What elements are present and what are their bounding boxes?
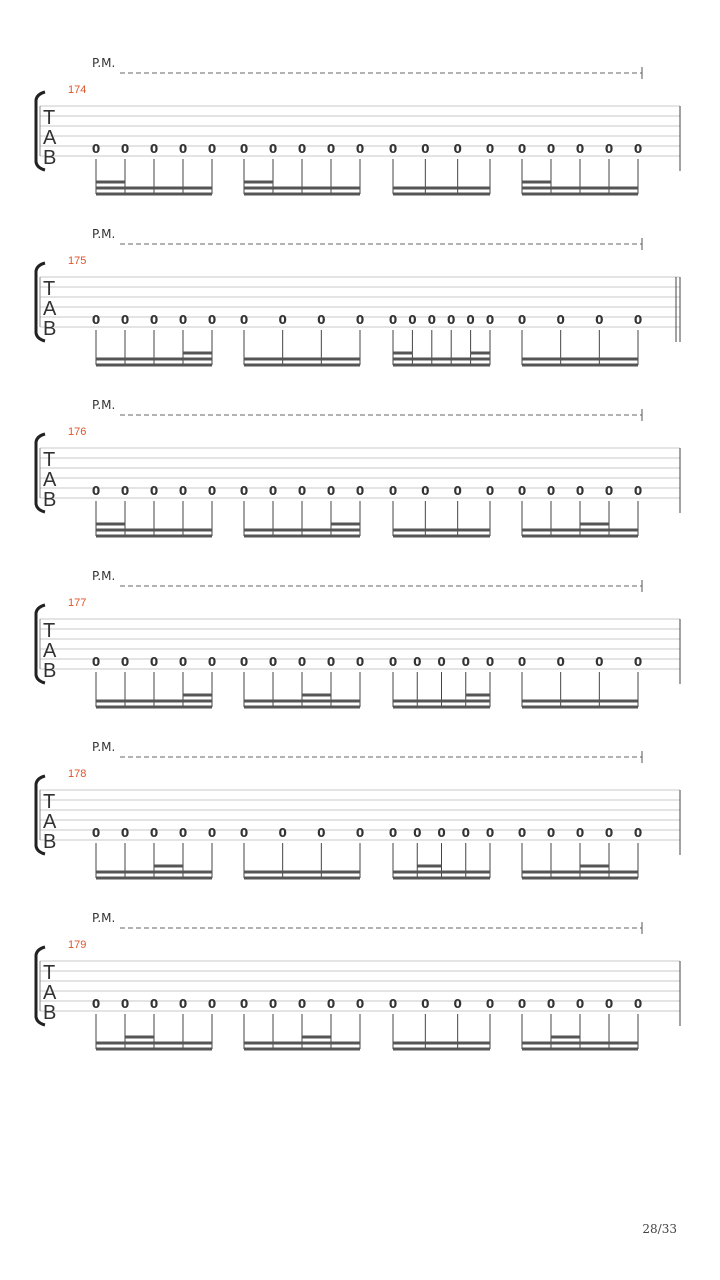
fret-number: 0 xyxy=(120,655,130,669)
tab-clef-a: A xyxy=(43,982,57,1004)
beam-primary xyxy=(96,535,212,538)
beam-tertiary xyxy=(154,865,183,868)
fret-number: 0 xyxy=(178,484,188,498)
fret-number: 0 xyxy=(91,313,101,327)
palm-mute-label: P.M. xyxy=(92,911,116,925)
fret-number: 0 xyxy=(268,655,278,669)
fret-number: 0 xyxy=(388,997,398,1011)
fret-number: 0 xyxy=(595,313,604,327)
fret-number: 0 xyxy=(461,826,470,840)
beam-primary xyxy=(244,535,360,538)
note-group xyxy=(518,313,642,367)
tab-system xyxy=(36,569,680,709)
fret-number: 0 xyxy=(633,997,643,1011)
fret-number: 0 xyxy=(546,142,556,156)
beam-primary xyxy=(393,877,490,880)
measure-number: 176 xyxy=(68,426,87,438)
fret-number: 0 xyxy=(604,142,614,156)
beam-primary xyxy=(244,1048,360,1051)
beam-tertiary xyxy=(331,523,360,526)
fret-number: 0 xyxy=(120,997,130,1011)
beam-secondary xyxy=(393,529,490,532)
note-group xyxy=(240,826,364,880)
beam-tertiary xyxy=(393,352,412,355)
note-group xyxy=(518,826,642,880)
fret-number: 0 xyxy=(239,655,249,669)
fret-number: 0 xyxy=(207,826,217,840)
fret-number: 0 xyxy=(633,826,643,840)
fret-number: 0 xyxy=(178,997,188,1011)
fret-number: 0 xyxy=(239,484,249,498)
beam-tertiary xyxy=(96,523,125,526)
note-group xyxy=(389,655,494,709)
fret-number: 0 xyxy=(355,142,365,156)
beam-primary xyxy=(393,1048,490,1051)
beam-tertiary xyxy=(125,1036,154,1039)
note-group xyxy=(240,484,364,538)
fret-number: 0 xyxy=(556,313,565,327)
fret-number: 0 xyxy=(413,826,422,840)
page-number: 28/33 xyxy=(642,1222,677,1236)
fret-number: 0 xyxy=(575,997,585,1011)
beam-tertiary xyxy=(417,865,441,868)
note-group xyxy=(518,142,642,196)
fret-number: 0 xyxy=(556,655,565,669)
tab-clef-a: A xyxy=(43,127,57,149)
beam-secondary xyxy=(96,871,212,874)
beam-tertiary xyxy=(551,1036,580,1039)
beam-primary xyxy=(244,193,360,196)
fret-number: 0 xyxy=(207,655,217,669)
fret-number: 0 xyxy=(355,826,365,840)
beam-tertiary xyxy=(96,181,125,184)
tab-clef-a: A xyxy=(43,298,57,320)
fret-number: 0 xyxy=(485,655,495,669)
beam-primary xyxy=(522,364,638,367)
fret-number: 0 xyxy=(149,997,159,1011)
beam-tertiary xyxy=(302,694,331,697)
beam-secondary xyxy=(522,700,638,703)
tab-clef-t: T xyxy=(43,107,56,129)
palm-mute-label: P.M. xyxy=(92,569,116,583)
beam-primary xyxy=(522,1048,638,1051)
beam-tertiary xyxy=(183,352,212,355)
fret-number: 0 xyxy=(149,484,159,498)
fret-number: 0 xyxy=(207,142,217,156)
beam-secondary xyxy=(522,529,638,532)
fret-number: 0 xyxy=(421,997,430,1011)
note-group xyxy=(389,997,494,1051)
fret-number: 0 xyxy=(239,997,249,1011)
fret-number: 0 xyxy=(178,142,188,156)
beam-secondary xyxy=(96,529,212,532)
fret-number: 0 xyxy=(268,997,278,1011)
fret-number: 0 xyxy=(91,484,101,498)
note-group xyxy=(92,655,216,709)
beam-primary xyxy=(96,193,212,196)
fret-number: 0 xyxy=(326,142,336,156)
tab-clef-b: B xyxy=(43,1002,57,1024)
fret-number: 0 xyxy=(485,142,495,156)
fret-number: 0 xyxy=(546,826,556,840)
fret-number: 0 xyxy=(595,655,604,669)
fret-number: 0 xyxy=(546,484,556,498)
fret-number: 0 xyxy=(120,313,130,327)
fret-number: 0 xyxy=(421,142,430,156)
beam-primary xyxy=(96,1048,212,1051)
note-group xyxy=(518,997,642,1051)
fret-number: 0 xyxy=(355,484,365,498)
tab-system xyxy=(36,398,680,538)
note-group xyxy=(389,826,494,880)
tab-clef-t: T xyxy=(43,449,56,471)
fret-number: 0 xyxy=(575,142,585,156)
fret-number: 0 xyxy=(207,484,217,498)
fret-number: 0 xyxy=(297,142,307,156)
fret-number: 0 xyxy=(413,655,422,669)
fret-number: 0 xyxy=(485,826,495,840)
beam-secondary xyxy=(522,1042,638,1045)
fret-number: 0 xyxy=(517,484,527,498)
fret-number: 0 xyxy=(239,313,249,327)
fret-number: 0 xyxy=(355,313,365,327)
note-group xyxy=(240,655,364,709)
measure-number: 177 xyxy=(68,597,87,609)
fret-number: 0 xyxy=(388,142,398,156)
fret-number: 0 xyxy=(546,997,556,1011)
fret-number: 0 xyxy=(453,484,462,498)
fret-number: 0 xyxy=(517,655,527,669)
palm-mute-label: P.M. xyxy=(92,227,116,241)
fret-number: 0 xyxy=(278,313,287,327)
fret-number: 0 xyxy=(517,313,527,327)
fret-number: 0 xyxy=(466,313,475,327)
tab-clef-b: B xyxy=(43,318,57,340)
beam-secondary xyxy=(244,358,360,361)
fret-number: 0 xyxy=(388,826,398,840)
fret-number: 0 xyxy=(149,655,159,669)
tab-clef-b: B xyxy=(43,831,57,853)
fret-number: 0 xyxy=(120,484,130,498)
fret-number: 0 xyxy=(326,484,336,498)
beam-primary xyxy=(244,877,360,880)
fret-number: 0 xyxy=(461,655,470,669)
fret-number: 0 xyxy=(326,997,336,1011)
fret-number: 0 xyxy=(517,826,527,840)
beam-primary xyxy=(522,706,638,709)
fret-number: 0 xyxy=(633,484,643,498)
palm-mute-label: P.M. xyxy=(92,740,116,754)
tab-clef-b: B xyxy=(43,660,57,682)
note-group xyxy=(92,997,216,1051)
fret-number: 0 xyxy=(317,313,326,327)
tab-clef-t: T xyxy=(43,620,56,642)
note-group xyxy=(240,313,364,367)
tab-system xyxy=(36,227,680,367)
fret-number: 0 xyxy=(485,313,495,327)
beam-primary xyxy=(393,193,490,196)
fret-number: 0 xyxy=(149,826,159,840)
fret-number: 0 xyxy=(268,484,278,498)
beam-primary xyxy=(522,193,638,196)
beam-secondary xyxy=(244,871,360,874)
fret-number: 0 xyxy=(268,142,278,156)
fret-number: 0 xyxy=(453,142,462,156)
fret-number: 0 xyxy=(388,655,398,669)
tab-system xyxy=(36,740,680,880)
fret-number: 0 xyxy=(633,142,643,156)
beam-tertiary xyxy=(466,694,490,697)
fret-number: 0 xyxy=(120,826,130,840)
tab-clef-b: B xyxy=(43,147,57,169)
fret-number: 0 xyxy=(91,655,101,669)
fret-number: 0 xyxy=(633,313,643,327)
beam-tertiary xyxy=(183,694,212,697)
fret-number: 0 xyxy=(317,826,326,840)
beam-primary xyxy=(522,535,638,538)
note-group xyxy=(240,997,364,1051)
note-group xyxy=(389,484,494,538)
note-group xyxy=(389,313,494,367)
beam-secondary xyxy=(393,871,490,874)
note-group xyxy=(518,484,642,538)
tab-system xyxy=(36,911,680,1051)
beam-secondary xyxy=(244,187,360,190)
beam-tertiary xyxy=(471,352,490,355)
fret-number: 0 xyxy=(388,313,398,327)
beam-secondary xyxy=(522,358,638,361)
fret-number: 0 xyxy=(355,997,365,1011)
fret-number: 0 xyxy=(91,826,101,840)
fret-number: 0 xyxy=(355,655,365,669)
beam-primary xyxy=(96,877,212,880)
beam-secondary xyxy=(393,700,490,703)
beam-tertiary xyxy=(580,523,609,526)
fret-number: 0 xyxy=(453,997,462,1011)
palm-mute-label: P.M. xyxy=(92,56,116,70)
beam-primary xyxy=(393,535,490,538)
fret-number: 0 xyxy=(604,997,614,1011)
tab-clef-t: T xyxy=(43,791,56,813)
tab-clef-t: T xyxy=(43,278,56,300)
note-group xyxy=(92,484,216,538)
beam-secondary xyxy=(96,700,212,703)
beam-secondary xyxy=(393,358,490,361)
beam-secondary xyxy=(96,187,212,190)
fret-number: 0 xyxy=(427,313,436,327)
fret-number: 0 xyxy=(575,484,585,498)
beam-primary xyxy=(393,364,490,367)
fret-number: 0 xyxy=(239,826,249,840)
beam-tertiary xyxy=(244,181,273,184)
fret-number: 0 xyxy=(517,142,527,156)
note-group xyxy=(92,142,216,196)
fret-number: 0 xyxy=(437,826,446,840)
fret-number: 0 xyxy=(421,484,430,498)
fret-number: 0 xyxy=(178,655,188,669)
beam-secondary xyxy=(244,1042,360,1045)
fret-number: 0 xyxy=(297,484,307,498)
note-group xyxy=(389,142,494,196)
fret-number: 0 xyxy=(149,142,159,156)
beam-primary xyxy=(522,877,638,880)
beam-primary xyxy=(96,706,212,709)
measure-number: 179 xyxy=(68,939,87,951)
beam-tertiary xyxy=(302,1036,331,1039)
fret-number: 0 xyxy=(178,826,188,840)
beam-primary xyxy=(393,706,490,709)
fret-number: 0 xyxy=(207,313,217,327)
beam-primary xyxy=(244,706,360,709)
fret-number: 0 xyxy=(575,826,585,840)
fret-number: 0 xyxy=(91,997,101,1011)
beam-primary xyxy=(244,364,360,367)
beam-secondary xyxy=(96,358,212,361)
beam-secondary xyxy=(393,1042,490,1045)
fret-number: 0 xyxy=(447,313,456,327)
beam-secondary xyxy=(393,187,490,190)
measure-number: 178 xyxy=(68,768,87,780)
tab-system xyxy=(36,56,680,196)
measure-number: 174 xyxy=(68,84,87,96)
tab-clef-b: B xyxy=(43,489,57,511)
beam-secondary xyxy=(244,529,360,532)
fret-number: 0 xyxy=(437,655,446,669)
measure-number: 175 xyxy=(68,255,87,267)
beam-secondary xyxy=(522,871,638,874)
fret-number: 0 xyxy=(297,655,307,669)
tab-clef-a: A xyxy=(43,469,57,491)
fret-number: 0 xyxy=(149,313,159,327)
fret-number: 0 xyxy=(408,313,417,327)
fret-number: 0 xyxy=(604,826,614,840)
fret-number: 0 xyxy=(326,655,336,669)
fret-number: 0 xyxy=(517,997,527,1011)
fret-number: 0 xyxy=(207,997,217,1011)
beam-primary xyxy=(96,364,212,367)
note-group xyxy=(92,826,216,880)
beam-secondary xyxy=(244,700,360,703)
fret-number: 0 xyxy=(91,142,101,156)
fret-number: 0 xyxy=(278,826,287,840)
palm-mute-label: P.M. xyxy=(92,398,116,412)
fret-number: 0 xyxy=(485,997,495,1011)
fret-number: 0 xyxy=(120,142,130,156)
note-group xyxy=(240,142,364,196)
fret-number: 0 xyxy=(239,142,249,156)
beam-tertiary xyxy=(522,181,551,184)
beam-tertiary xyxy=(580,865,609,868)
fret-number: 0 xyxy=(178,313,188,327)
tab-clef-t: T xyxy=(43,962,56,984)
note-group xyxy=(518,655,642,709)
tab-clef-a: A xyxy=(43,640,57,662)
tab-clef-a: A xyxy=(43,811,57,833)
fret-number: 0 xyxy=(388,484,398,498)
fret-number: 0 xyxy=(633,655,643,669)
beam-secondary xyxy=(522,187,638,190)
fret-number: 0 xyxy=(604,484,614,498)
fret-number: 0 xyxy=(485,484,495,498)
note-group xyxy=(92,313,216,367)
beam-secondary xyxy=(96,1042,212,1045)
fret-number: 0 xyxy=(297,997,307,1011)
